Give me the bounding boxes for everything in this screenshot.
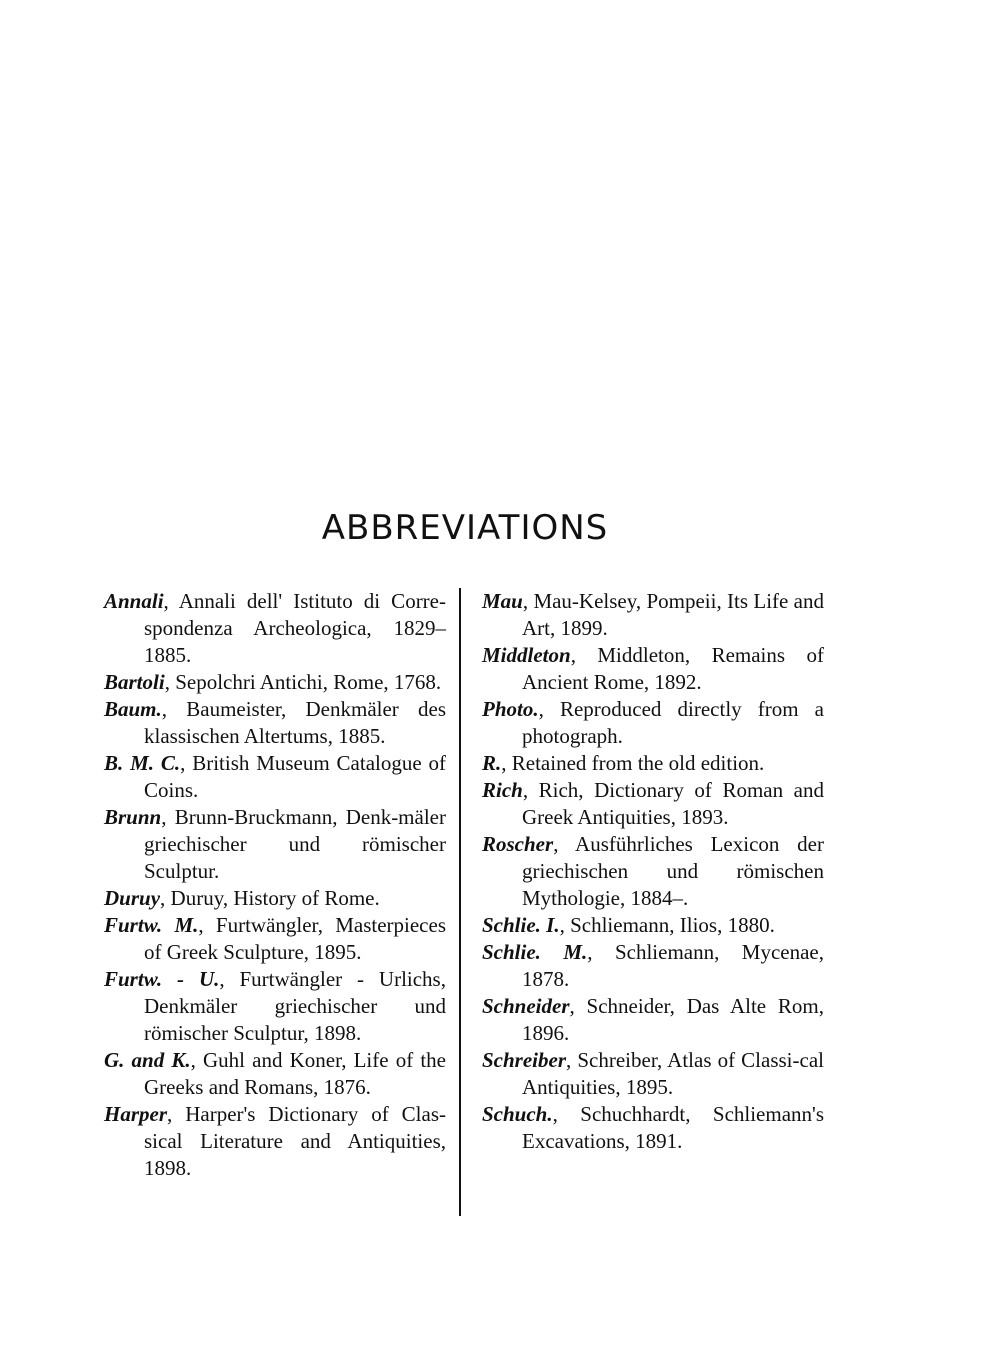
expansion: , Schliemann, Mycenae, 1878. [522,940,824,991]
list-item [482,777,824,831]
list-item [482,831,824,912]
abbreviation: Annali [104,589,164,613]
abbreviation: Schlie. I. [482,913,560,937]
abbreviation: Middleton [482,643,571,667]
list-item [104,804,446,885]
list-item [104,696,446,750]
abbreviation: Furtw. M. [104,913,199,937]
expansion: , Schuchhardt, Schliemann's Excavations, 1891. [522,1102,824,1153]
list-item [482,939,824,993]
expansion: , Rich, Dictionary of Roman and Greek Antiquities, 1893. [522,778,824,829]
expansion: , Schneider, Das Alte Rom, 1896. [522,994,824,1045]
expansion: , Annali dell' Istituto di Corre-spondenza Archeologica, 1829–1885. [144,589,446,667]
expansion: , Guhl and Koner, Life of the Greeks and Romans, 1876. [144,1048,446,1099]
expansion: , Duruy, History of Rome. [160,886,380,910]
abbreviation: Rich [482,778,523,802]
expansion: , Schreiber, Atlas of Classi-cal Antiquities, 1895. [522,1048,824,1099]
list-item [104,1047,446,1101]
list-item [482,1047,824,1101]
list-item [482,912,824,939]
expansion: , Retained from the old edition. [501,751,765,775]
abbreviation: Schreiber [482,1048,566,1072]
list-item [482,588,824,642]
page-title: ABBREVIATIONS [321,508,609,548]
list-item [104,1101,446,1182]
list-item [104,669,446,696]
expansion: , Baumeister, Denkmäler des klassischen Altertums, 1885. [144,697,446,748]
list-item [104,966,446,1047]
abbreviation: Roscher [482,832,554,856]
abbreviation: Baum. [104,697,162,721]
left-column [104,588,446,1182]
expansion: , Reproduced directly from a photograph. [522,697,824,748]
abbreviation: Furtw. - U. [104,967,220,991]
abbreviation: Schneider [482,994,570,1018]
abbreviation: Schuch. [482,1102,553,1126]
expansion: , Sepolchri Antichi, Rome, 1768. [164,670,442,694]
expansion: , Ausführliches Lexicon der griechischen und römischen Mythologie, 1884–. [522,832,824,910]
expansion: , Brunn-Bruckmann, Denk-mäler griechischer und römischer Sculptur. [144,805,446,883]
abbreviation: R. [482,751,502,775]
expansion: , Mau-Kelsey, Pompeii, Its Life and Art, 1899. [522,589,824,640]
abbreviation: Duruy [104,886,161,910]
expansion: , Furtwängler, Masterpieces of Greek Sculpture, 1895. [144,913,447,964]
list-item [482,750,824,777]
abbreviation: Bartoli [104,670,165,694]
expansion: , Harper's Dictionary of Clas-sical Literature and Antiquities, 1898. [144,1102,446,1180]
list-item [482,696,824,750]
expansion: , Middleton, Remains of Ancient Rome, 1892. [522,643,824,694]
abbreviation: Harper [104,1102,167,1126]
abbreviation: Mau [482,589,523,613]
abbreviation: Photo. [482,697,539,721]
expansion: , British Museum Catalogue of Coins. [144,751,446,802]
right-column [482,588,824,1155]
list-item [104,588,446,669]
list-item [482,642,824,696]
list-item [104,885,446,912]
list-item [482,1101,824,1155]
expansion: , Schliemann, Ilios, 1880. [559,913,775,937]
list-item [104,750,446,804]
abbreviation: Schlie. M. [482,940,588,964]
abbreviation: G. and K. [104,1048,191,1072]
expansion: , Furtwängler - Urlichs, Denkmäler griechischer und römischer Sculptur, 1898. [144,967,446,1045]
abbreviation: Brunn [104,805,162,829]
list-item [104,912,446,966]
abbreviation: B. M. C. [104,751,181,775]
list-item [482,993,824,1047]
column-divider [459,588,461,1216]
